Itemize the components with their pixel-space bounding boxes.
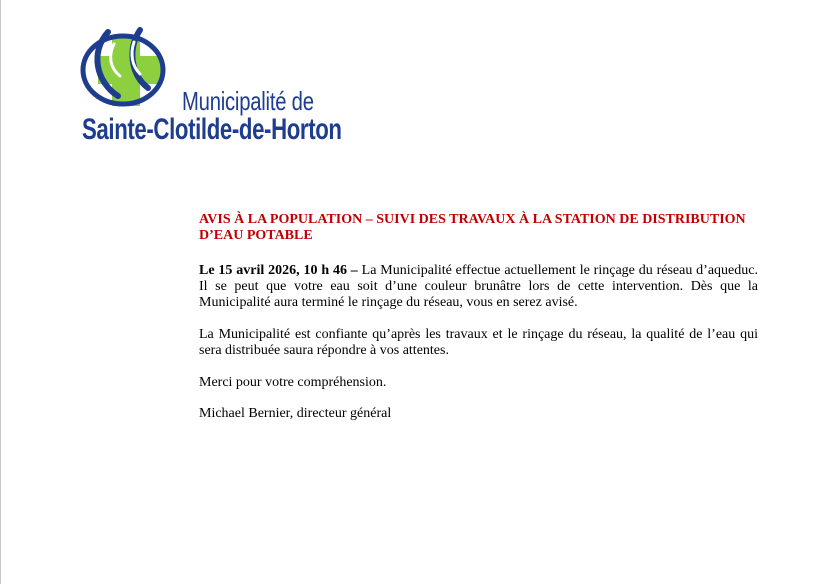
notice-paragraph-1-text: La Municipalité effectue actuellement le rinçage du réseau d’aqueduc. Il se peut que votre eau soit d’une couleur brunâtre lors de cette intervention. Dès que la Municipalité aura terminé le rinçage du réseau, vous en serez avisé. xyxy=(199,263,758,310)
notice-title: AVIS À LA POPULATION – SUIVI DES TRAVAUX À LA STATION DE DISTRIBUTION D’EAU POTABLE xyxy=(199,212,746,243)
municipality-logo xyxy=(78,22,342,150)
notice-paragraph-2: La Municipalité est confiante qu’après les travaux et le rinçage du réseau, la qualité de l’eau qui sera distribuée saura répondre à vos attentes. xyxy=(199,327,758,358)
notice-thanks: Merci pour votre compréhension. xyxy=(199,375,387,390)
logo-text-line2: Sainte-Clotilde-de-Horton xyxy=(82,113,342,146)
logo-emblem-icon xyxy=(78,22,188,112)
notice-date: Le 15 avril 2026, 10 h 46 – xyxy=(199,263,358,278)
page-border xyxy=(0,0,1,584)
notice-signature: Michael Bernier, directeur général xyxy=(199,406,392,421)
notice-paragraph-1 xyxy=(199,263,758,311)
notice-body xyxy=(199,212,758,438)
logo-text-line1: Municipalité de xyxy=(182,86,314,116)
